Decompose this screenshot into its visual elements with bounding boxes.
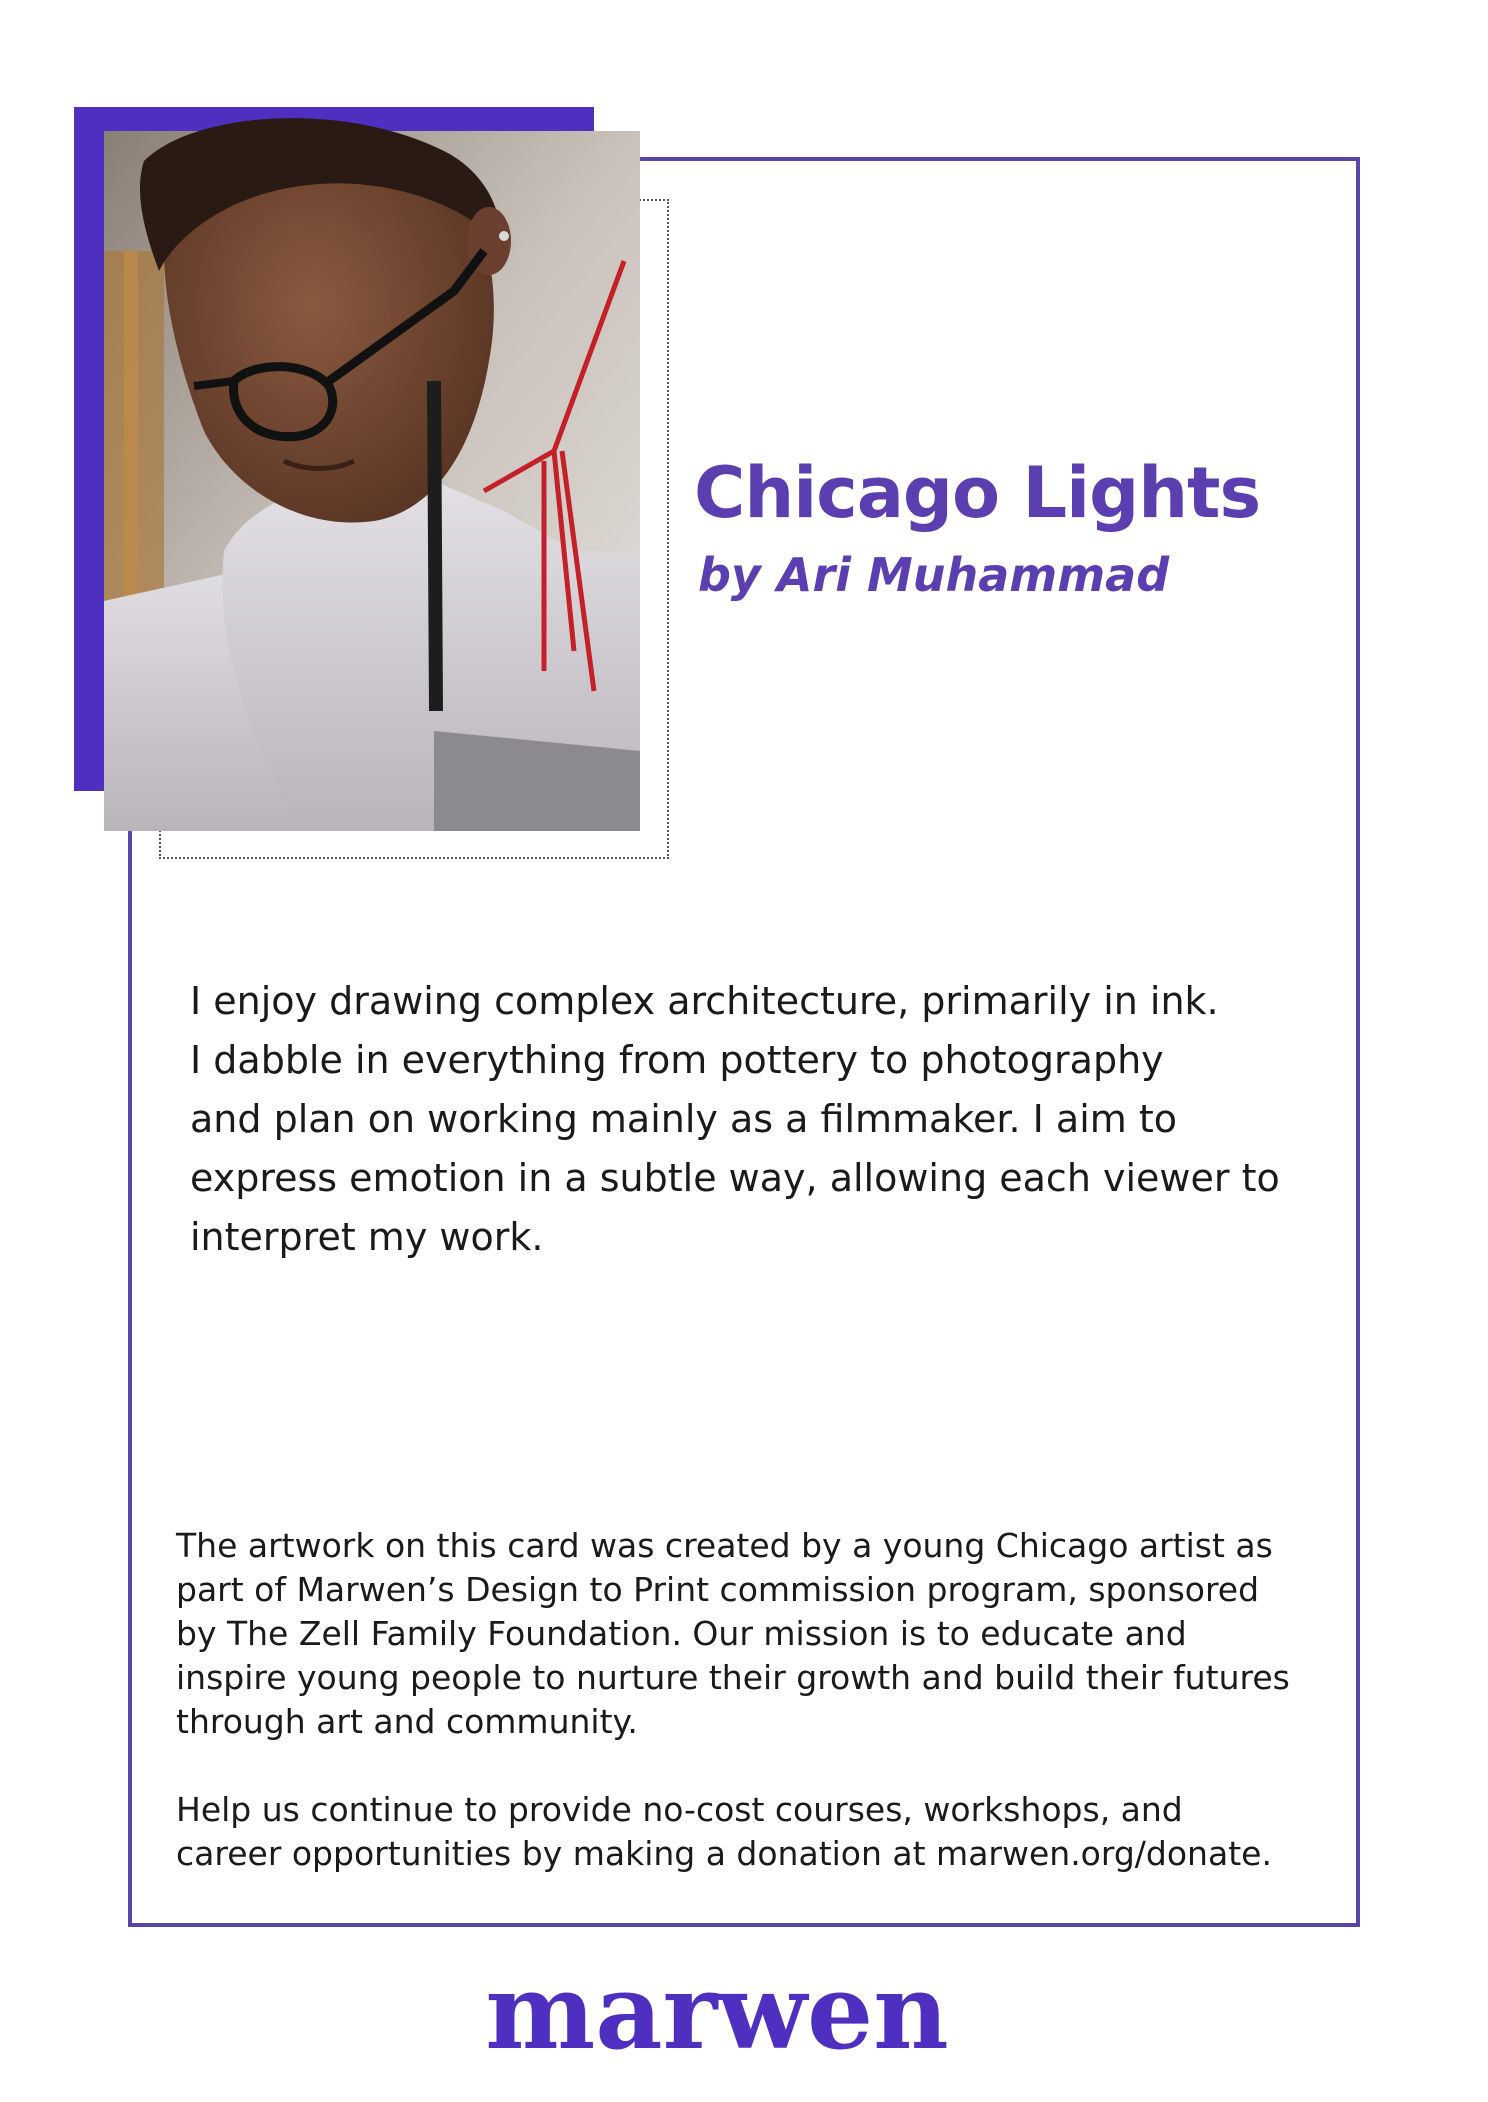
- artist-photo: [104, 131, 640, 831]
- about-program-paragraph: [176, 1524, 1336, 1744]
- statement-line: and plan on working mainly as a filmmaker. I aim to: [190, 1097, 1178, 1141]
- donate-line: Help us continue to provide no-cost courses, workshops, and: [176, 1790, 1183, 1829]
- statement-line: interpret my work.: [190, 1215, 544, 1259]
- about-line: part of Marwen’s Design to Print commission program, sponsored: [176, 1570, 1260, 1609]
- marwen-logo: [485, 1950, 949, 2073]
- statement-line: I enjoy drawing complex architecture, primarily in ink.: [190, 979, 1219, 1023]
- statement-line: express emotion in a subtle way, allowing each viewer to: [190, 1156, 1280, 1200]
- artist-byline: by Ari Muhammad: [698, 548, 1170, 602]
- about-line: The artwork on this card was created by a young Chicago artist as: [176, 1526, 1273, 1565]
- about-line: inspire young people to nurture their growth and build their futures: [176, 1658, 1290, 1697]
- artist-statement: [190, 972, 1340, 1267]
- donate-line: career opportunities by making a donation at marwen.org/donate.: [176, 1834, 1272, 1873]
- card-title: Chicago Lights: [694, 452, 1261, 534]
- statement-line: I dabble in everything from pottery to photography: [190, 1038, 1164, 1082]
- donation-paragraph: [176, 1788, 1336, 1876]
- artist-photo-illustration: [104, 131, 640, 831]
- marwen-logo-text: marwen: [485, 1950, 949, 2073]
- about-line: through art and community.: [176, 1702, 638, 1741]
- about-line: by The Zell Family Foundation. Our mission is to educate and: [176, 1614, 1187, 1653]
